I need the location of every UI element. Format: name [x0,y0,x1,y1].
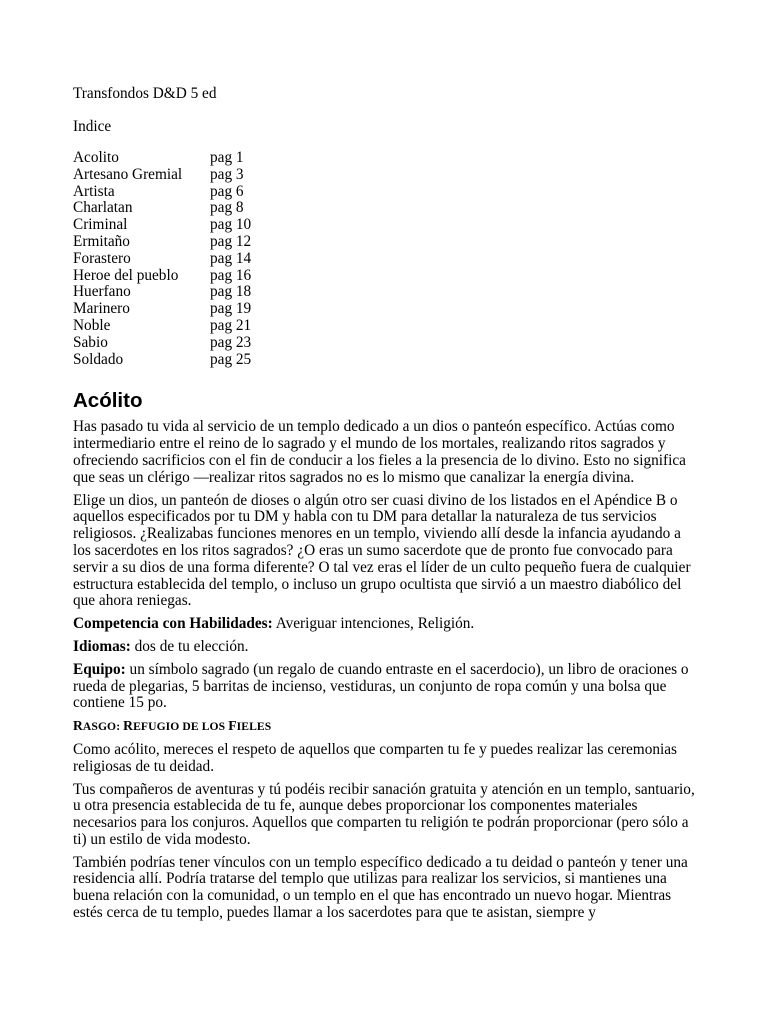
toc-entry-page: pag 3 [210,165,244,183]
toc-entry-page: pag 18 [210,283,252,301]
toc-entry-name: Forastero [73,249,131,267]
skills-line [73,616,697,633]
toc-entry-name: Acolito [73,149,119,166]
toc-entry-page: pag 14 [210,249,252,267]
toc-row [73,352,697,369]
toc-entry-page: pag 10 [210,216,252,234]
section-title: Acólito [73,389,143,413]
toc-row [73,318,697,335]
document-title: Transfondos D&D 5 ed [73,85,217,102]
toc-entry-name: Charlatan [73,199,133,217]
equipment-label: Equipo: [73,660,126,678]
toc-entry-page: pag 25 [210,350,252,368]
toc-row [73,184,697,201]
toc-entry-page: pag 23 [210,333,252,351]
toc-row [73,217,697,234]
toc-entry-name: Sabio [73,333,108,351]
trait-paragraph: Como acólito, mereces el respeto de aquellos que comparten tu fe y puedes realizar las ceremonias religiosas de tu deidad. [73,740,677,775]
toc-row [73,234,697,251]
toc-entry-name: Artista [73,182,115,200]
table-of-contents [73,150,697,368]
section-paragraph: Elige un dios, un panteón de dioses o algún otro ser cuasi divino de los listados en el Apéndice B o aquellos especificados por tu DM y habla con tu DM para detallar la naturaleza de tus servicios religiosos. ¿Realizabas funciones menores en un templo, viviendo allí desde la infancia ayudando a los sacerdotes en los ritos sagrados? ¿O eras un sumo sacerdote que de pronto fue convocado para servir a su dios de una forma diferente? O tal vez eras el líder de un culto pequeño fuera de cualquier estructura establecida del templo, o incluso un grupo ocultista que sirvió a un maestro diabólico del que ahora reniegas. [73,491,691,610]
toc-entry-name: Ermitaño [73,232,130,250]
equipment-line [73,662,697,712]
trait-heading: RASGO: REFUGIO DE LOS FIELES [73,718,272,734]
toc-entry-page: pag 16 [210,266,252,284]
trait-paragraph: También podrías tener vínculos con un templo específico dedicado a tu deidad o panteón y tener una residencia allí. Podría tratarse del templo que utilizas para realizar los servicios, si mantienes una buena relación con la comunidad, o un templo en el que has encontrado un nuevo hogar. Mientras estés cerca de tu templo, puedes llamar a los sacerdotes para que te asistan, siempre y [73,853,688,922]
toc-entry-name: Criminal [73,216,128,234]
toc-entry-name: Artesano Gremial [73,165,183,183]
equipment-value: un símbolo sagrado (un regalo de cuando entraste en el sacerdocio), un libro de oraciones o rueda de plegarias, 5 barritas de incienso, vestiduras, un conjunto de ropa común y una bolsa que contiene 15 po. [73,660,689,712]
toc-row [73,268,697,285]
index-heading: Indice [73,118,112,135]
section-paragraph: Has pasado tu vida al servicio de un templo dedicado a un dios o panteón específico. Actúas como intermediario entre el reino de lo sagrado y el mundo de los mortales, realizando ritos sagrados y ofreciendo sacrificios con el fin de conducir a los fieles a la presencia de lo divino. Esto no significa que seas un clérigo —realizar ritos sagrados no es lo mismo que canalizar la energía divina. [73,418,686,486]
toc-entry-page: pag 6 [210,182,244,200]
toc-entry-name: Marinero [73,300,130,318]
toc-entry-page: pag 8 [210,199,244,217]
document-page [73,84,697,928]
skills-value: Averiguar intenciones, Religión. [272,615,475,633]
toc-entry-name: Soldado [73,350,124,368]
toc-row [73,150,697,167]
languages-label: Idiomas: [73,637,131,655]
toc-entry-name: Noble [73,316,111,334]
toc-entry-page: pag 1 [210,149,244,166]
toc-entry-page: pag 21 [210,316,252,334]
trait-paragraph: Tus compañeros de aventuras y tú podéis recibir sanación gratuita y atención en un templo, santuario, u otra presencia establecida de tu fe, aunque debes proporcionar los componentes materiales necesarios para los conjuros. Aquellos que comparten tu religión te podrán proporcionar (pero sólo a ti) un estilo de vida modesto. [73,780,695,848]
languages-line [73,639,697,656]
toc-row [73,284,697,301]
toc-entry-page: pag 19 [210,300,252,318]
toc-entry-name: Huerfano [73,283,131,301]
toc-row [73,167,697,184]
toc-row [73,335,697,352]
languages-value: dos de tu elección. [130,637,249,655]
toc-row [73,301,697,318]
toc-row [73,251,697,268]
skills-label: Competencia con Habilidades: [73,615,273,633]
toc-row [73,200,697,217]
toc-entry-page: pag 12 [210,232,252,250]
toc-entry-name: Heroe del pueblo [73,266,179,284]
